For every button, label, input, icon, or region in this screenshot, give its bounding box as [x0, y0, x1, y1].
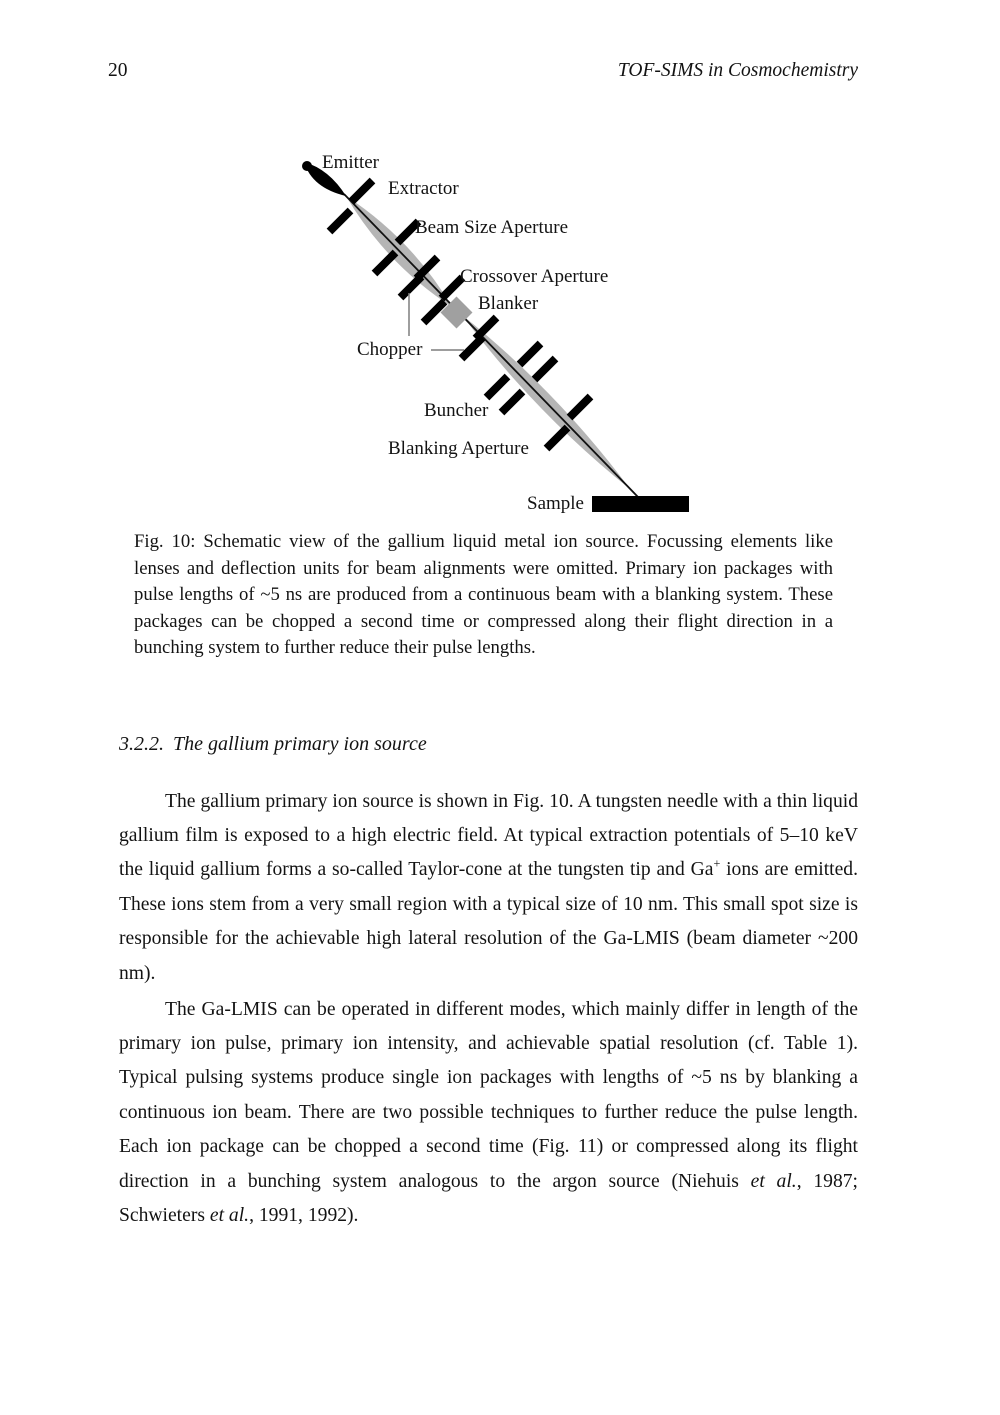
running-title: TOF-SIMS in Cosmochemistry [617, 60, 858, 81]
label-chopper: Chopper [357, 339, 423, 360]
label-extractor: Extractor [388, 178, 459, 199]
section-number: 3.2.2. [119, 733, 164, 755]
buncher-bar-2-upper [535, 359, 556, 380]
section-title: The gallium primary ion source [173, 733, 427, 755]
buncher-bar-1-upper [520, 344, 541, 365]
blanking-aperture-bar-upper [570, 397, 591, 418]
label-blanker: Blanker [478, 293, 539, 314]
figure-10 [290, 140, 700, 520]
page-header [108, 60, 858, 82]
extractor-bar-lower [330, 211, 351, 232]
label-crossover-aperture: Crossover Aperture [460, 266, 609, 287]
label-emitter: Emitter [322, 152, 379, 173]
section-heading [119, 733, 858, 756]
body-paragraph-1: The gallium primary ion source is shown in Fig. 10. A tungsten needle with a thin liquid gallium film is exposed to a high electric field. At typical extraction potentials of 5–10 keV the liquid gallium forms a so-called Taylor-cone at the tungsten tip and Ga+ ions are emitted. These ions stem from a very small region with a typical size of 10 nm. This small spot size is responsible for the achievable high lateral resolution of the Ga-LMIS (beam diameter ~200 nm). [119, 790, 859, 984]
buncher-bar-2-lower [502, 392, 523, 413]
chopper-entry-bar-lower [401, 277, 422, 298]
buncher-bar-1-lower [487, 377, 508, 398]
label-beam-size-aperture: Beam Size Aperture [415, 217, 569, 238]
label-sample: Sample [527, 493, 584, 514]
emitter-needle-base [302, 161, 312, 171]
label-blanking-aperture: Blanking Aperture [388, 438, 529, 459]
ion-source-schematic [290, 140, 700, 520]
beam-size-aperture-bar-lower [375, 253, 396, 274]
label-buncher: Buncher [424, 400, 489, 421]
extractor-bar-upper [352, 181, 373, 202]
body-paragraph-2: The Ga-LMIS can be operated in different modes, which mainly differ in length of the primary ion pulse, primary ion intensity, and achievable spatial resolution (cf. Table 1). Typical pulsing systems produce single ion packages with lengths of ~5 ns by blanking a continuous ion beam. There are two possible techniques to further reduce the pulse length. Each ion package can be chopped a second time (Fig. 11) or compressed along its flight direction in a bunching system analogous to the argon source (Niehuis et al., 1987; Schwieters et al., 1991, 1992). [119, 998, 858, 1227]
sample-plate [592, 496, 689, 512]
figure-caption: Fig. 10: Schematic view of the gallium liquid metal ion source. Focussing elements like lenses and deflection units for beam alignments were omitted. Primary ion packages with pulse lengths of ~5 ns are produced from a continuous beam with a blanking system. These packages can be chopped a second time or compressed along their flight direction in a bunching system to further reduce their pulse lengths. [134, 531, 833, 659]
blanking-aperture-bar-lower [547, 428, 568, 449]
page-number: 20 [108, 60, 128, 81]
chopper-exit-bar-lower [462, 338, 483, 359]
